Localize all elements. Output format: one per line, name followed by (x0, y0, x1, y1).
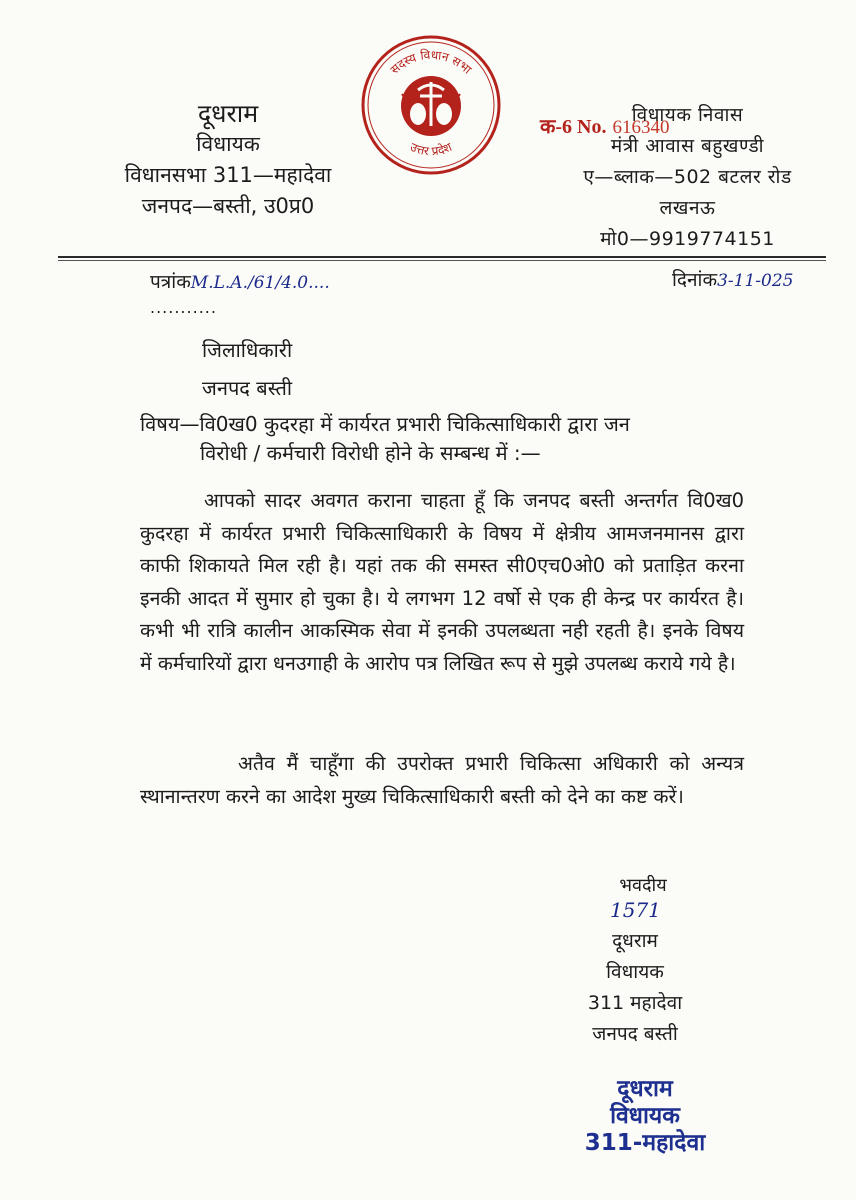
handwritten-signature: 1571 (610, 898, 661, 922)
seal-constituency: 311-महादेवा (584, 1130, 706, 1156)
recipient-place: जनपद बस्ती (202, 376, 293, 400)
letter-subject (140, 410, 740, 468)
signatory-block (560, 926, 710, 1050)
vidhan-sabha-emblem (360, 34, 502, 176)
mobile-number: मो0—9919774151 (600, 228, 775, 250)
address-city: लखनऊ (659, 197, 716, 219)
closing-salutation: भवदीय (619, 875, 667, 896)
sender-block-left (108, 98, 348, 222)
sender-designation: विधायक (196, 132, 260, 156)
dinank-label: दिनांक (672, 269, 718, 291)
header-divider-thin (58, 260, 826, 261)
sender-district: जनपद—बस्ती, उ0प्र0 (141, 194, 315, 218)
reference-dots: ........... (150, 298, 217, 317)
patrank-label: पत्रांक (150, 271, 191, 293)
subject-line-1: विषय—वि0ख0 कुदरहा में कार्यरत प्रभारी चिकित्साधिकारी द्वारा जन (140, 412, 630, 436)
signatory-constituency: 311 महादेवा (587, 992, 683, 1014)
patrank-value: M.L.A./61/4.0.... (190, 273, 330, 293)
signatory-district: जनपद बस्ती (592, 1023, 678, 1045)
stamp-prefix: क-6 No. (540, 116, 607, 138)
svg-text:सदस्य विधान सभा (388, 48, 475, 77)
address-line-2: मंत्री आवास बहुखण्डी (610, 135, 765, 157)
signatory-designation: विधायक (606, 961, 664, 983)
seal-designation: विधायक (610, 1103, 680, 1129)
official-seal (580, 1076, 710, 1157)
sender-constituency: विधानसभा 311—महादेवा (124, 163, 332, 187)
sender-name: दूधराम (197, 99, 259, 128)
seal-name: दूधराम (617, 1076, 673, 1102)
emblem-top-text: सदस्य विधान सभा (387, 47, 475, 77)
recipient-title: जिलाधिकारी (202, 338, 293, 362)
dinank-value: 3-11-025 (717, 271, 794, 291)
stamp-number: 616340 (612, 117, 670, 138)
body-paragraph-1: आपको सादर अवगत कराना चाहता हूँ कि जनपद बस्ती अन्तर्गत वि0ख0 कुदरहा में कार्यरत प्रभारी चिकित्साधिकारी के विषय में क्षेत्रीय आमजनमानस द्वारा काफी शिकायते मिल रही है। यहां तक की समस्त सी0एच0ओ0 को प्रताड़ित करना इनकी आदत में सुमार हो चुका है। ये लगभग 12 वर्षो से एक ही केन्द्र पर कार्यरत है। कभी भी रात्रि कालीन आकस्मिक सेवा में इनकी उपलब्धता नही रहती है। इनके विषय में कर्मचारियों द्वारा धनउगाही के आरोप पत्र लिखित रूप से मुझे उपलब्ध कराये गये है। (140, 489, 744, 675)
header-divider (58, 256, 826, 258)
svg-text:उत्तर प्रदेश (408, 139, 455, 158)
sender-block-right (550, 100, 825, 255)
address-line-3: ए—ब्लाक—502 बटलर रोड (583, 166, 792, 188)
body-paragraph-2: अतैव मैं चाहूँगा की उपरोक्त प्रभारी चिकित्सा अधिकारी को अन्यत्र स्थानान्तरण करने का आदेश मुख्य चिकित्साधिकारी बस्ती को देने का कष्ट करें। (140, 752, 744, 808)
residence-line: विधायक निवास (631, 104, 744, 126)
letter-date (672, 266, 793, 292)
signatory-name: दूधराम (612, 930, 658, 952)
subject-line-2: विरोधी / कर्मचारी विरोधी होने के सम्बन्ध में :— (200, 441, 541, 465)
reference-number (150, 268, 330, 294)
emblem-bottom-text: उत्तर प्रदेश (408, 139, 454, 159)
